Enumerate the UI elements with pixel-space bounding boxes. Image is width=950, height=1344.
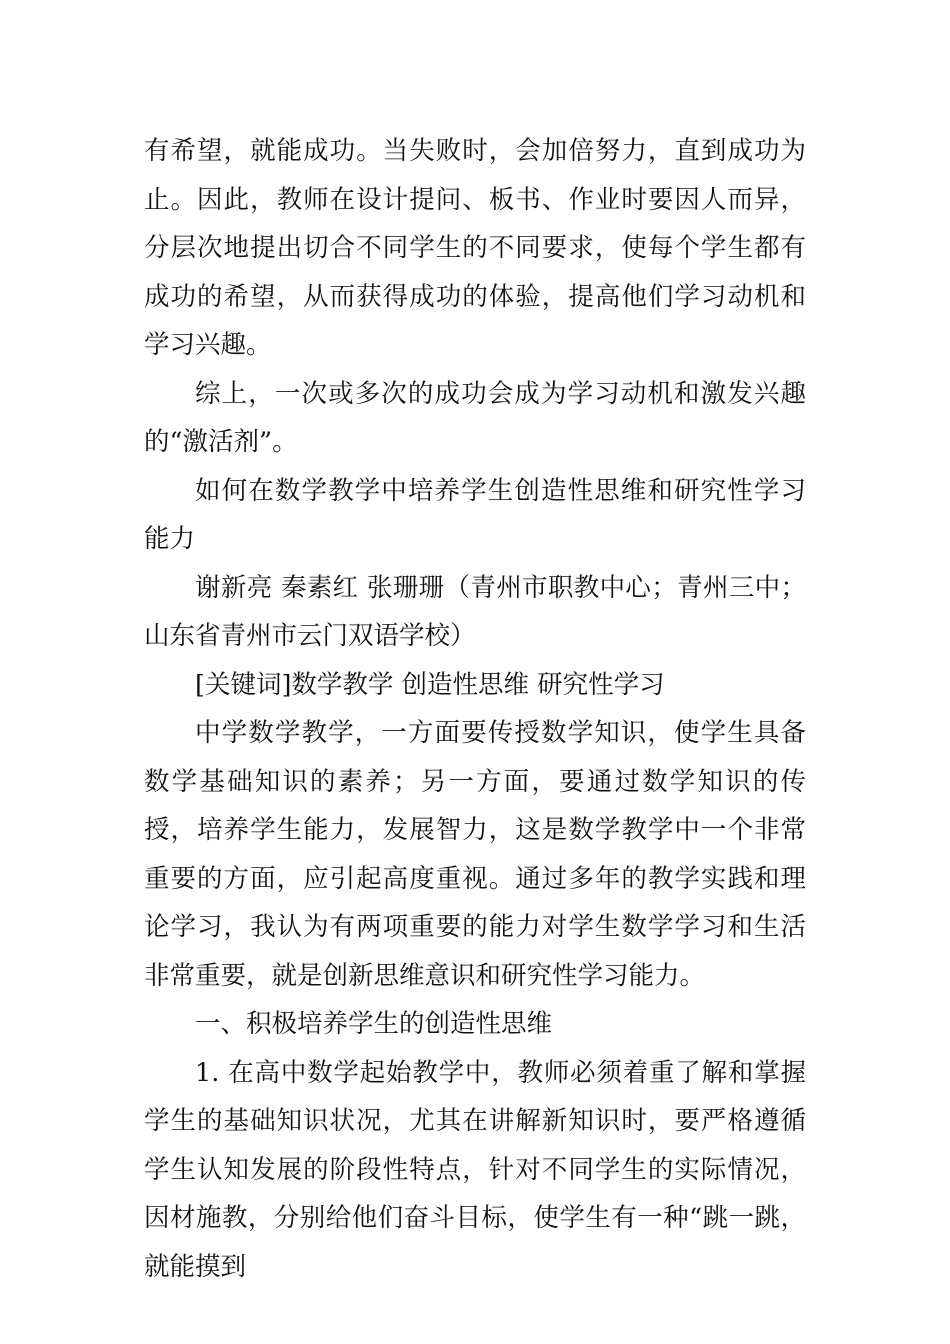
paragraph-continuation: 有希望，就能成功。当失败时，会加倍努力，直到成功为止。因此，教师在设计提问、板书、作业时要因人而异，分层次地提出切合不同学生的不同要求，使每个学生都有成功的希望，从而获得成功的体验，提高他们学习动机和学习兴趣。 — [144, 136, 806, 360]
paragraph-point-1: 1. 在高中数学起始教学中，教师必须着重了解和掌握学生的基础知识状况，尤其在讲解新知识时，要严格遵循学生认知发展的阶段性特点，针对不同学生的实际情况，因材施教，分别给他们奋斗目标，使学生有一种“跳一跳，就能摸到 — [144, 1057, 806, 1282]
article-authors: 谢新亮 秦素红 张珊珊（青州市职教中心；青州三中；山东省青州市云门双语学校） — [144, 572, 806, 651]
section-heading: 一、积极培养学生的创造性思维 — [195, 1009, 553, 1039]
article-title: 如何在数学教学中培养学生创造性思维和研究性学习能力 — [144, 475, 806, 554]
paragraph-summary: 综上，一次或多次的成功会成为学习动机和激发兴趣的“激活剂”。 — [144, 378, 806, 457]
document-body — [144, 127, 806, 1291]
paragraph-intro: 中学数学教学，一方面要传授数学知识，使学生具备数学基础知识的素养；另一方面，要通过数学知识的传授，培养学生能力，发展智力，这是数学教学中一个非常重要的方面，应引起高度重视。通过多年的教学实践和理论学习，我认为有两项重要的能力对学生数学学习和生活非常重要，就是创新思维意识和研究性学习能力。 — [144, 718, 806, 991]
article-keywords: [关键词]数学教学 创造性思维 研究性学习 — [195, 669, 665, 700]
